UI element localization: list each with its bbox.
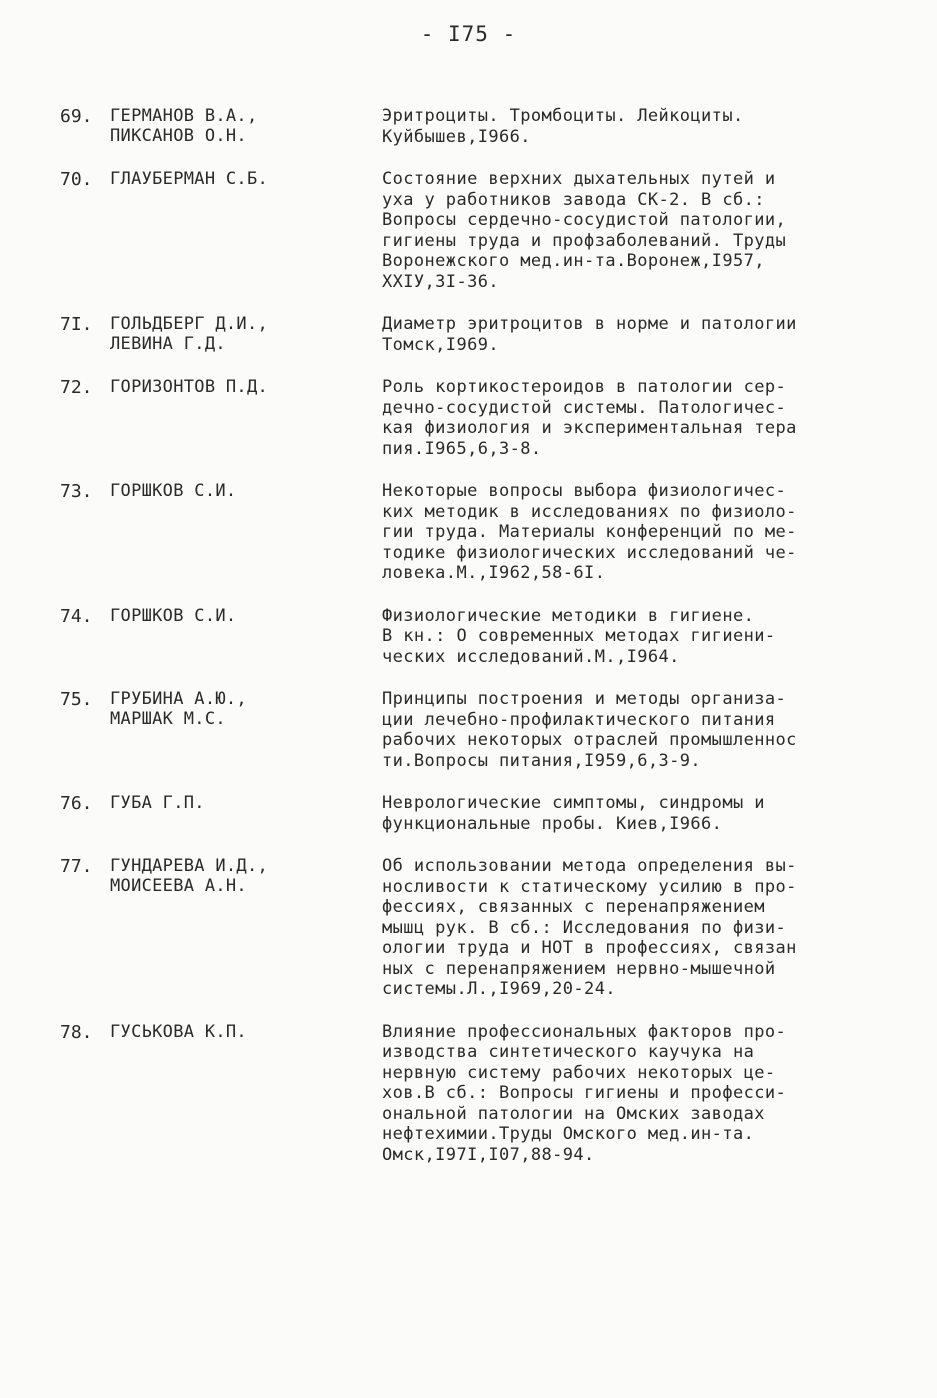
description-line: Роль кортикостероидов в патологии сер- (382, 377, 787, 397)
entry-number: 73. (60, 481, 93, 502)
description-line: Состояние верхних дыхательных путей и (382, 169, 776, 189)
description-line: тодике физиологических исследований че- (382, 542, 797, 563)
description-line: ловека.М.,I962,58-6I. (382, 563, 606, 583)
description-line: Некоторые вопросы выбора физиологичес- (382, 481, 787, 501)
entry-number: 78. (60, 1021, 93, 1043)
entry-description (382, 481, 887, 584)
description-line: Диаметр эритроцитов в норме и патологии (382, 314, 797, 334)
entry-authors: ГУБА Г.П. (110, 793, 205, 813)
description-line: Эритроциты. Тромбоциты. Лейкоциты. (382, 106, 744, 126)
entry-number: 72. (60, 377, 93, 398)
entry-description (382, 606, 887, 668)
entry-authors: ГОЛЬДБЕРГ Д.И., ЛЕВИНА Г.Д. (110, 314, 269, 354)
description-line: изводства синтетического каучука на (382, 1042, 755, 1062)
entry-number: 70. (60, 169, 93, 190)
description-line: нервную систему рабочих некоторых це- (382, 1062, 776, 1083)
entry-number: 75. (60, 689, 93, 710)
description-line: ких методик в исследованиях по физиоло- (382, 501, 797, 522)
description-line: ологии труда и НОТ в профессиях, связан (382, 938, 797, 958)
entry-description (382, 106, 887, 147)
entry-description (382, 314, 887, 355)
bibliography-entry (60, 314, 890, 355)
description-line: В кн.: О современных методах гигиени- (382, 626, 776, 646)
description-line: Об использовании метода определения вы- (382, 856, 797, 876)
entry-description (382, 793, 887, 834)
entry-authors: ГРУБИНА А.Ю., МАРШАК М.С. (110, 689, 247, 729)
entry-description (382, 1022, 887, 1166)
entry-authors: ГЕРМАНОВ В.А., ПИКСАНОВ О.Н. (110, 106, 258, 146)
description-line: гигиены труда и профзаболеваний. Труды (382, 230, 787, 251)
description-line: Принципы построения и методы организа- (382, 689, 787, 709)
bibliography-entry (60, 169, 890, 292)
entry-number: 76. (60, 793, 93, 814)
description-line: Физиологические методики в гигиене. (382, 605, 755, 626)
description-line: уха у работников завода СК-2. В сб.: (382, 189, 765, 210)
description-line: хов.В сб.: Вопросы гигиены и професси- (382, 1083, 787, 1103)
entry-authors: ГОРШКОВ С.И. (110, 481, 237, 501)
description-line: функциональные пробы. Киев,I966. (382, 813, 723, 834)
description-line: Томск,I969. (382, 334, 499, 355)
entry-authors: ГОРШКОВ С.И. (110, 605, 237, 626)
description-line: Воронежского мед.ин-та.Воронеж,I957, (382, 251, 765, 271)
bibliography-entry (60, 856, 890, 1000)
bibliography-entry (60, 793, 890, 834)
bibliography-entry (60, 106, 890, 147)
description-line: мышц рук. В сб.: Исследования по физи- (382, 917, 787, 938)
bibliography-entry (60, 1022, 890, 1166)
entry-authors: ГЛАУБЕРМАН С.Б. (110, 169, 269, 189)
description-line: ти.Вопросы питания,I959,6,3-9. (382, 750, 702, 771)
entry-authors: ГУСЬКОВА К.П. (110, 1021, 247, 1042)
description-line: ональной патологии на Омских заводах (382, 1103, 765, 1124)
entry-description (382, 689, 887, 771)
entry-authors: ГОРИЗОНТОВ П.Д. (110, 377, 269, 397)
description-line: дечно-сосудистой системы. Патологичес- (382, 397, 787, 418)
entry-number: 7I. (60, 314, 93, 335)
page-number: - I75 - (420, 22, 517, 46)
description-line: рабочих некоторых отраслей промышленнос (382, 730, 797, 750)
entry-description (382, 169, 887, 292)
description-line: гии труда. Материалы конференций по ме- (382, 522, 797, 542)
entry-description (382, 377, 887, 459)
entry-number: 69. (60, 106, 93, 127)
description-line: носливости к статическому усилию в про- (382, 876, 797, 897)
description-line: ции лечебно-профилактического питания (382, 709, 776, 730)
description-line: Вопросы сердечно-сосудистой патологии, (382, 210, 787, 230)
entry-number: 74. (60, 605, 93, 627)
entry-description (382, 856, 887, 1000)
entry-number: 77. (60, 856, 93, 877)
description-line: Неврологические симптомы, синдромы и (382, 793, 765, 813)
description-line: Омск,I97I,I07,88-94. (382, 1144, 595, 1165)
description-line: Куйбышев,I966. (382, 126, 531, 147)
bibliography-entry (60, 606, 890, 668)
description-line: нефтехимии.Труды Омского мед.ин-та. (382, 1124, 755, 1144)
bibliography-list (60, 106, 890, 1187)
description-line: кая физиология и экспериментальная тера (382, 418, 797, 438)
description-line: ческих исследований.М.,I964. (382, 646, 680, 667)
description-line: пия.I965,6,3-8. (382, 438, 542, 459)
description-line: системы.Л.,I969,20-24. (382, 979, 616, 999)
description-line: Влияние профессиональных факторов про- (382, 1021, 787, 1042)
description-line: ХХIУ,3I-36. (382, 271, 499, 292)
description-line: фессиях, связанных с перенапряжением (382, 897, 765, 917)
bibliography-entry (60, 377, 890, 459)
bibliography-entry (60, 481, 890, 584)
description-line: ных с перенапряжением нервно-мышечной (382, 958, 776, 979)
bibliography-entry (60, 689, 890, 771)
entry-authors: ГУНДАРЕВА И.Д., МОИСЕЕВА А.Н. (110, 856, 269, 896)
